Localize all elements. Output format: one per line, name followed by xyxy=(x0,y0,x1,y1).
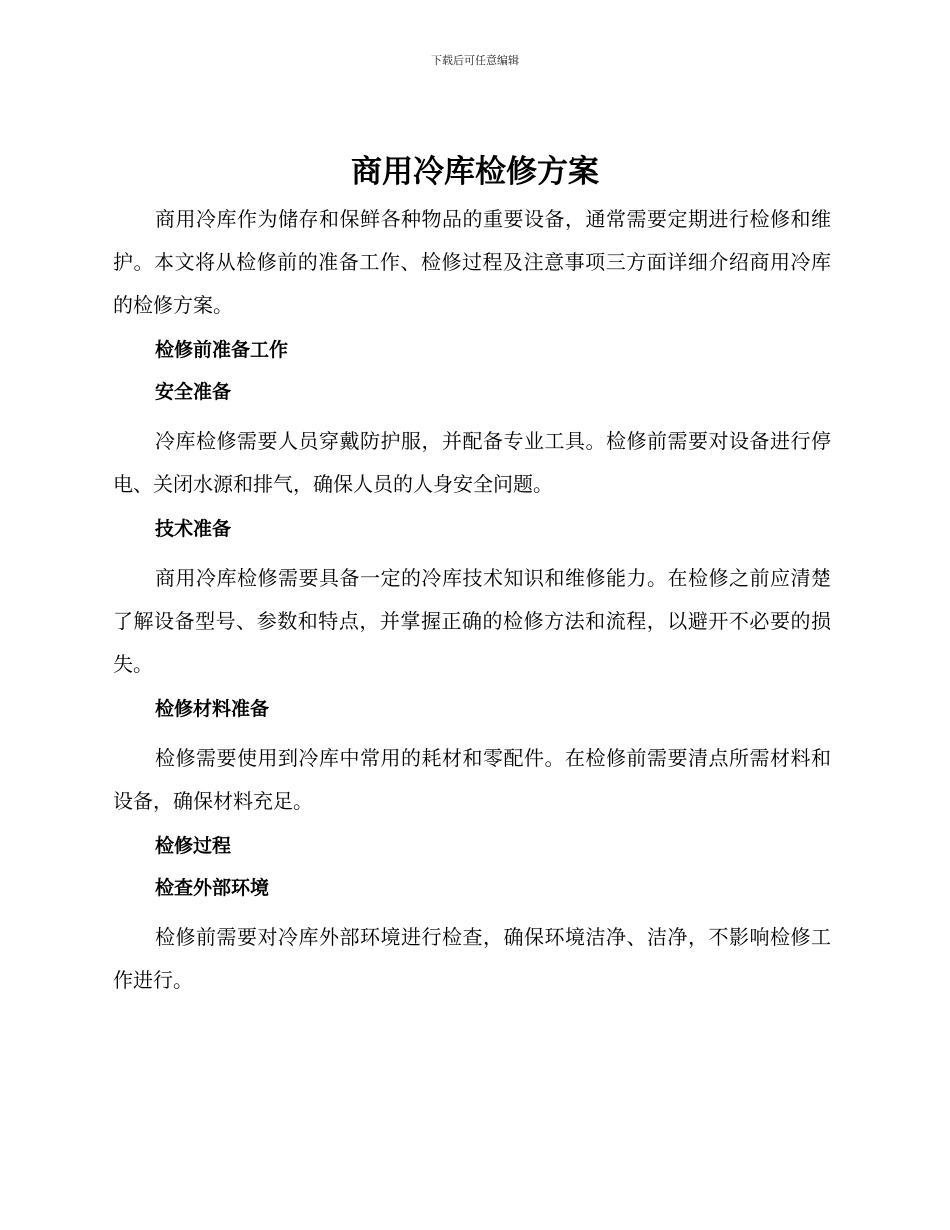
header-note: 下载后可任意编辑 xyxy=(431,54,519,67)
subheading-technical: 技术准备 xyxy=(155,518,232,540)
environment-paragraph: 检修前需要对冷库外部环境进行检查，确保环境洁净、洁净，不影响检修工作进行。 xyxy=(113,925,831,992)
section-heading-process: 检修过程 xyxy=(155,835,232,857)
materials-paragraph: 检修需要使用到冷库中常用的耗材和零配件。在检修前需要清点所需材料和设备，确保材料充足。 xyxy=(113,746,831,813)
section-heading-preparation: 检修前准备工作 xyxy=(155,339,289,361)
technical-paragraph: 商用冷库检修需要具备一定的冷库技术知识和维修能力。在检修之前应清楚了解设备型号、参数和特点，并掌握正确的检修方法和流程，以避开不必要的损失。 xyxy=(113,566,831,676)
subheading-materials: 检修材料准备 xyxy=(155,698,270,720)
subheading-safety: 安全准备 xyxy=(155,381,232,403)
subheading-environment: 检查外部环境 xyxy=(155,877,270,899)
intro-paragraph: 商用冷库作为储存和保鲜各种物品的重要设备，通常需要定期进行检修和维护。本文将从检修前的准备工作、检修过程及注意事项三方面详细介绍商用冷库的检修方案。 xyxy=(113,207,831,317)
document-title: 商用冷库检修方案 xyxy=(351,154,599,190)
document-body xyxy=(113,198,831,1002)
safety-paragraph: 冷库检修需要人员穿戴防护服，并配备专业工具。检修前需要对设备进行停电、关闭水源和排气，确保人员的人身安全问题。 xyxy=(113,429,831,496)
